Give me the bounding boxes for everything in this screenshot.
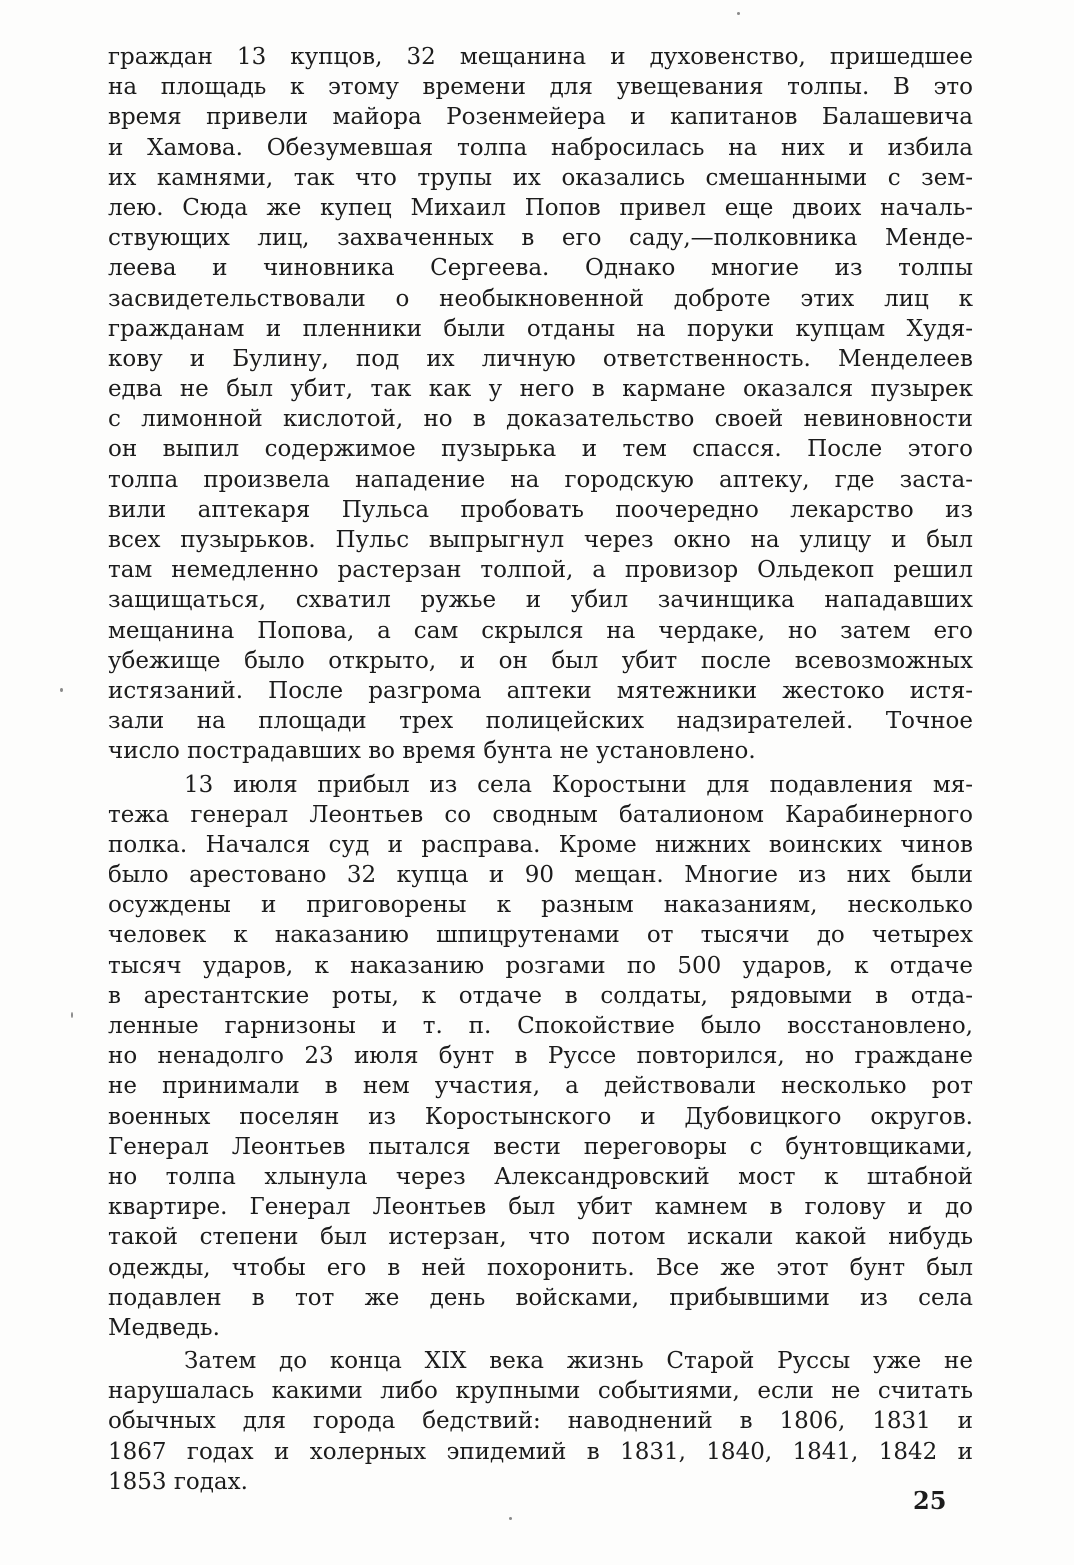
text-line: он выпил содержимое пузырька и тем спасся. После этого [108,436,973,463]
text-line: защищаться, схватил ружье и убил зачинщика нападавших [108,587,973,614]
text-line: ствующих лиц, захваченных в его саду,—полковника Менде- [108,225,973,252]
text-line: и Хамова. Обезумевшая толпа набросилась на них и избила [108,134,973,161]
text-line: гражданам и пленники были отданы на поруки купцам Худя- [108,315,973,342]
text-line: было арестовано 32 купца и 90 мещан. Многие из них были [108,862,973,889]
text-line: обычных для города бедствий: наводнений в 1806, 1831 и [108,1408,973,1435]
text-line: леева и чиновника Сергеева. Однако многие из толпы [108,255,973,282]
text-line: Генерал Леонтьев пытался вести переговоры с бунтовщиками, [108,1133,973,1160]
text-line: едва не был убит, так как у него в кармане оказался пузырек [108,376,973,403]
text-line: ленные гарнизоны и т. п. Спокойствие было восстановлено, [108,1013,973,1039]
page-text [108,42,973,1497]
paragraph [108,770,973,1344]
text-line: одежды, чтобы его в ней похоронить. Все же этот бунт был [108,1254,973,1281]
text-line: но толпа хлынула через Александровский мост к штабной [108,1163,973,1190]
text-line: Затем до конца XIX века жизнь Старой Руссы уже не [184,1348,973,1375]
text-line: число пострадавших во время бунта не установлено. [108,738,756,765]
text-line: но ненадолго 23 июля бунт в Руссе повторился, но граждане [108,1043,973,1070]
text-line: военных поселян из Коростынского и Дубовицкого округов. [108,1103,973,1130]
text-line: тежа генерал Леонтьев со сводным баталионом Карабинерного [108,801,973,828]
text-line: не принимали в нем участия, а действовали несколько рот [108,1073,973,1100]
paper-speck [71,1012,73,1018]
text-line: осуждены и приговорены к разным наказаниям, несколько [108,892,973,919]
text-line: вили аптекаря Пульса пробовать поочередно лекарство из [108,496,973,523]
text-line: нарушалась какими либо крупными событиями, если не считать [108,1378,973,1405]
text-line: подавлен в тот же день войсками, прибывшими из села [108,1284,973,1311]
text-line: 1853 годах. [108,1468,248,1495]
text-line: толпа произвела нападение на городскую аптеку, где заста- [108,466,973,493]
text-line: граждан 13 купцов, 32 мещанина и духовенство, пришедшее [108,44,973,70]
text-line: зали на площади трех полицейских надзирателей. Точное [108,708,973,735]
text-line: истязаний. После разгрома аптеки мятежники жестоко истя- [108,677,973,704]
text-line: засвидетельствовали о необыкновенной доброте этих лиц к [108,285,973,312]
text-line: 1867 годах и холерных эпидемий в 1831, 1840, 1841, 1842 и [108,1438,973,1465]
text-line: убежище было открыто, и он был убит после всевозможных [108,647,973,674]
text-line: там немедленно растерзан толпой, а провизор Ольдекоп решил [108,557,973,584]
paragraph [108,42,973,767]
text-line: с лимонной кислотой, но в доказательство своей невиновности [108,406,973,433]
text-line: лею. Сюда же купец Михаил Попов привел еще двоих началь- [108,194,973,221]
paragraph [108,1346,973,1497]
paper-speck [60,688,63,692]
text-line: всех пузырьков. Пульс выпрыгнул через окно на улицу и был [108,527,973,553]
text-line: на площадь к этому времени для увещевания толпы. В это [108,74,973,101]
text-line: Медведь. [108,1314,220,1341]
text-line: человек к наказанию шпицрутенами от тысячи до четырех [108,922,973,949]
paper-speck [737,12,740,15]
page-number: 25 [913,1486,947,1515]
paper-speck [509,1517,512,1520]
text-line: тысяч ударов, к наказанию розгами по 500 ударов, к отдаче [108,952,973,979]
text-line: полка. Начался суд и расправа. Кроме нижних воинских чинов [108,831,973,858]
text-line: мещанина Попова, а сам скрылся на чердаке, но затем его [108,617,973,644]
text-line: время привели майора Розенмейера и капитанов Балашевича [108,104,973,131]
text-line: в арестантские роты, к отдаче в солдаты, рядовыми в отда- [108,982,973,1009]
text-line: такой степени был истерзан, что потом искали какой нибудь [108,1224,973,1251]
text-line: квартире. Генерал Леонтьев был убит камнем в голову и до [108,1194,973,1221]
text-line: 13 июля прибыл из села Коростыни для подавления мя- [184,771,973,798]
text-line: их камнями, так что трупы их оказались смешанными с зем- [108,164,973,191]
text-line: кову и Булину, под их личную ответственность. Менделеев [108,345,973,372]
